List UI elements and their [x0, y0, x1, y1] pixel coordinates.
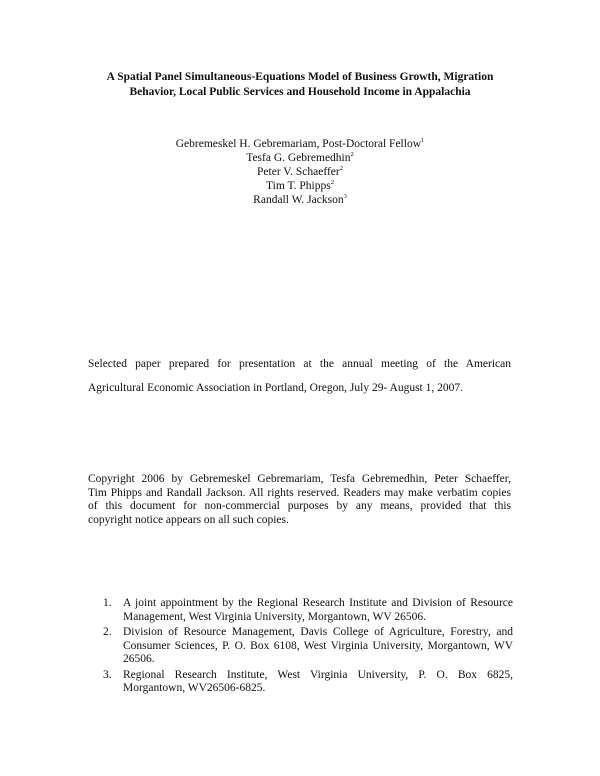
text-line: Tim Phipps and Randall Jackson. All rights reserved. Readers may make verbatim copies — [88, 486, 511, 499]
text-line: A joint appointment by the Regional Research Institute and Division of Resource — [123, 597, 513, 609]
copyright-notice — [88, 473, 511, 527]
author — [100, 165, 500, 179]
footnote-number: 3. — [103, 668, 112, 681]
footnote — [103, 597, 513, 624]
text-line: Consumer Sciences, P. O. Box 6108, West Virginia University, Morgantown, WV — [123, 639, 513, 652]
affiliation-mark: 2 — [339, 165, 343, 173]
author-name: Randall W. Jackson — [253, 194, 344, 206]
text-line: copyright notice appears on all such copies. — [88, 513, 289, 526]
author — [100, 137, 500, 151]
text-line: Division of Resource Management, Davis College of Agriculture, Forestry, and — [123, 626, 513, 638]
affiliation-mark: 3 — [343, 193, 347, 201]
author — [100, 193, 500, 207]
author — [100, 179, 500, 193]
author-name: Peter V. Schaeffer — [257, 166, 340, 178]
author — [100, 151, 500, 165]
affiliation-mark: 2 — [350, 151, 354, 159]
title-line-1: A Spatial Panel Simultaneous-Equations Model of Business Growth, Migration — [106, 71, 494, 83]
author-name: Gebremeskel H. Gebremariam, Post-Doctoral Fellow — [175, 138, 421, 150]
text-line: Copyright 2006 by Gebremeskel Gebremariam, Tesfa Gebremedhin, Peter Schaeffer, — [88, 473, 511, 485]
text-line: Regional Research Institute, West Virginia University, P. O. Box 6825, — [123, 668, 513, 681]
affiliation-mark: 2 — [330, 179, 334, 187]
text-line: of this document for non-commercial purposes by any means, provided that this — [88, 500, 511, 512]
affiliation-footnotes — [103, 597, 513, 698]
text-line: Agricultural Economic Association in Portland, Oregon, July 29- August 1, 2007. — [88, 382, 463, 394]
footnote — [103, 626, 513, 667]
text-line: 26506. — [123, 653, 155, 665]
text-line: Morgantown, WV26506-6825. — [123, 682, 266, 694]
presentation-note — [88, 352, 511, 400]
footnote — [103, 669, 513, 696]
text-line: Selected paper prepared for presentation at the annual meeting of the American — [88, 358, 511, 370]
footnote-number: 2. — [103, 626, 112, 638]
author-name: Tim T. Phipps — [266, 180, 331, 192]
footnote-number: 1. — [103, 597, 112, 609]
title-line-2: Behavior, Local Public Services and Household Income in Appalachia — [129, 86, 471, 98]
author-name: Tesfa G. Gebremedhin — [246, 152, 351, 164]
affiliation-mark: 1 — [421, 137, 425, 145]
paper-title — [60, 70, 540, 100]
author-list — [100, 137, 500, 207]
text-line: Management, West Virginia University, Morgantown, WV 26506. — [123, 610, 426, 623]
